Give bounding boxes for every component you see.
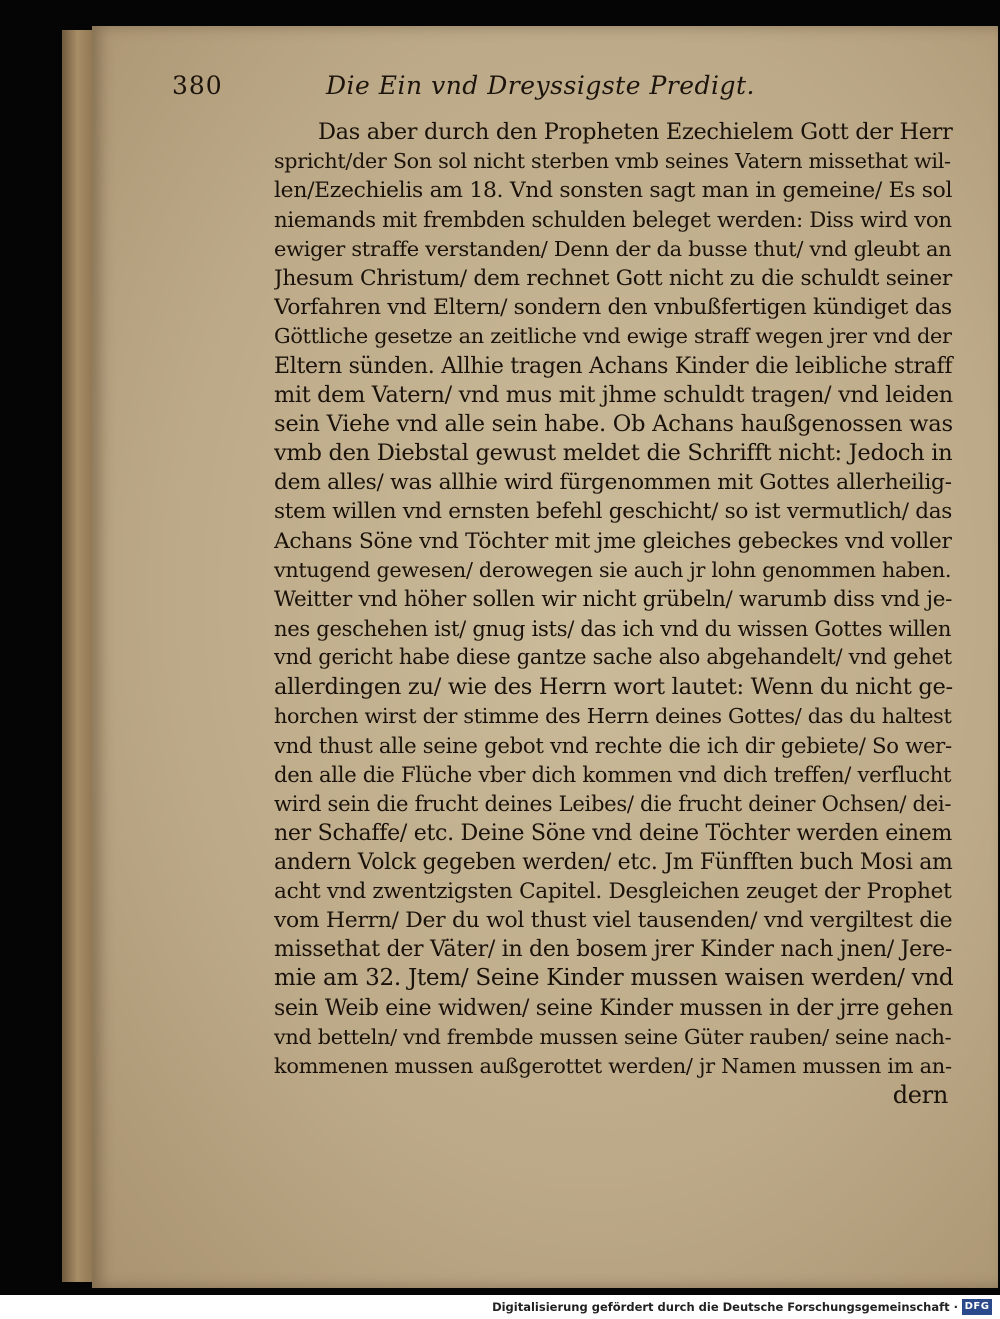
dfg-logo-icon: DFG — [962, 1299, 992, 1315]
text-line: stem willen vnd ernsten befehl geschicht/ so ist vermutlich/ das — [274, 499, 953, 525]
text-line: spricht/der Son sol nicht sterben vmb seines Vatern missethat wil- — [274, 149, 951, 174]
text-line: Das aber durch den Propheten Ezechielem Gott der Herr — [318, 119, 953, 145]
text-line: allerdingen zu/ wie des Herrn wort lautet: Wenn du nicht ge- — [274, 673, 953, 700]
text-line: nes geschehen ist/ gnug ists/ das ich vnd du wissen Gottes willen — [274, 616, 952, 642]
text-line: vom Herrn/ Der du wol thust viel tausenden/ vnd vergiltest die — [274, 908, 953, 934]
text-line: Jhesum Christum/ dem rechnet Gott nicht zu die schuldt seiner — [274, 265, 952, 291]
text-line: Achans Söne vnd Töchter mit jme gleiches gebeckes vnd voller — [274, 528, 952, 554]
page-number: 380 — [172, 71, 223, 100]
book-edge — [62, 30, 96, 1282]
text-line: niemands mit frembden schulden beleget werden: Diss wird von — [274, 207, 952, 233]
text-line: vnd thust alle seine gebot vnd rechte die ich dir gebiete/ So wer- — [274, 732, 952, 758]
footer-bar — [0, 1295, 1000, 1319]
running-title: Die Ein vnd Dreyssigste Predigt. — [326, 71, 756, 100]
text-line: den alle die Flüche vber dich kommen vnd dich treffen/ verflucht — [274, 762, 952, 788]
text-line: sein Viehe vnd alle sein habe. Ob Achans haußgenossen was — [274, 410, 953, 437]
text-line: kommenen mussen außgerottet werden/ jr Namen mussen im an- — [274, 1054, 952, 1078]
text-line: missethat der Väter/ in den bosem jrer Kinder nach jnen/ Jere- — [274, 937, 952, 963]
text-line: ewiger straffe verstanden/ Denn der da busse thut/ vnd gleubt an — [274, 236, 952, 261]
text-line: Weitter vnd höher sollen wir nicht grübeln/ warumb diss vnd je- — [274, 587, 953, 612]
text-line: mit dem Vatern/ vnd mus mit jhme schuldt tragen/ vnd leiden — [274, 381, 953, 408]
text-line: len/Ezechielis am 18. Vnd sonsten sagt man in gemeine/ Es sol — [274, 178, 953, 204]
body-text — [274, 118, 954, 1110]
text-line: vntugend gewesen/ derowegen sie auch jr lohn genommen haben. — [274, 557, 952, 582]
text-line: ner Schaffe/ etc. Deine Söne vnd deine Töchter werden einem — [274, 820, 953, 846]
text-line: wird sein die frucht deines Leibes/ die frucht deiner Ochsen/ dei- — [274, 791, 952, 817]
text-line: Eltern sünden. Allhie tragen Achans Kinder die leibliche straff — [274, 353, 953, 379]
text-line: horchen wirst der stimme des Herrn deines Gottes/ das du haltest — [274, 703, 952, 728]
text-line: andern Volck gegeben werden/ etc. Jm Fünfften buch Mosi am — [274, 849, 953, 875]
text-line: Göttliche gesetze an zeitliche vnd ewige straff wegen jrer vnd der — [274, 324, 952, 349]
running-head — [172, 66, 796, 106]
catchword: dern — [892, 1081, 948, 1110]
text-line: vnd betteln/ vnd frembde mussen seine Güter rauben/ seine nach- — [274, 1024, 952, 1049]
text-line: vmb den Diebstal gewust meldet die Schrifft nicht: Jedoch in — [274, 440, 953, 467]
text-line: sein Weib eine widwen/ seine Kinder mussen in der jrre gehen — [274, 995, 953, 1021]
funding-credit: Digitalisierung gefördert durch die Deutsche Forschungsgemeinschaft · — [492, 1300, 958, 1314]
text-line: dem alles/ was allhie wird fürgenommen mit Gottes allerheilig- — [274, 470, 952, 496]
text-line: mie am 32. Jtem/ Seine Kinder mussen waisen werden/ vnd — [274, 965, 954, 992]
text-line: Vorfahren vnd Eltern/ sondern den vnbußfertigen kündiget das — [274, 295, 952, 321]
text-line: vnd gericht habe diese gantze sache also abgehandelt/ vnd gehet — [274, 645, 952, 670]
text-line: acht vnd zwentzigsten Capitel. Desgleichen zeuget der Prophet — [274, 878, 952, 904]
